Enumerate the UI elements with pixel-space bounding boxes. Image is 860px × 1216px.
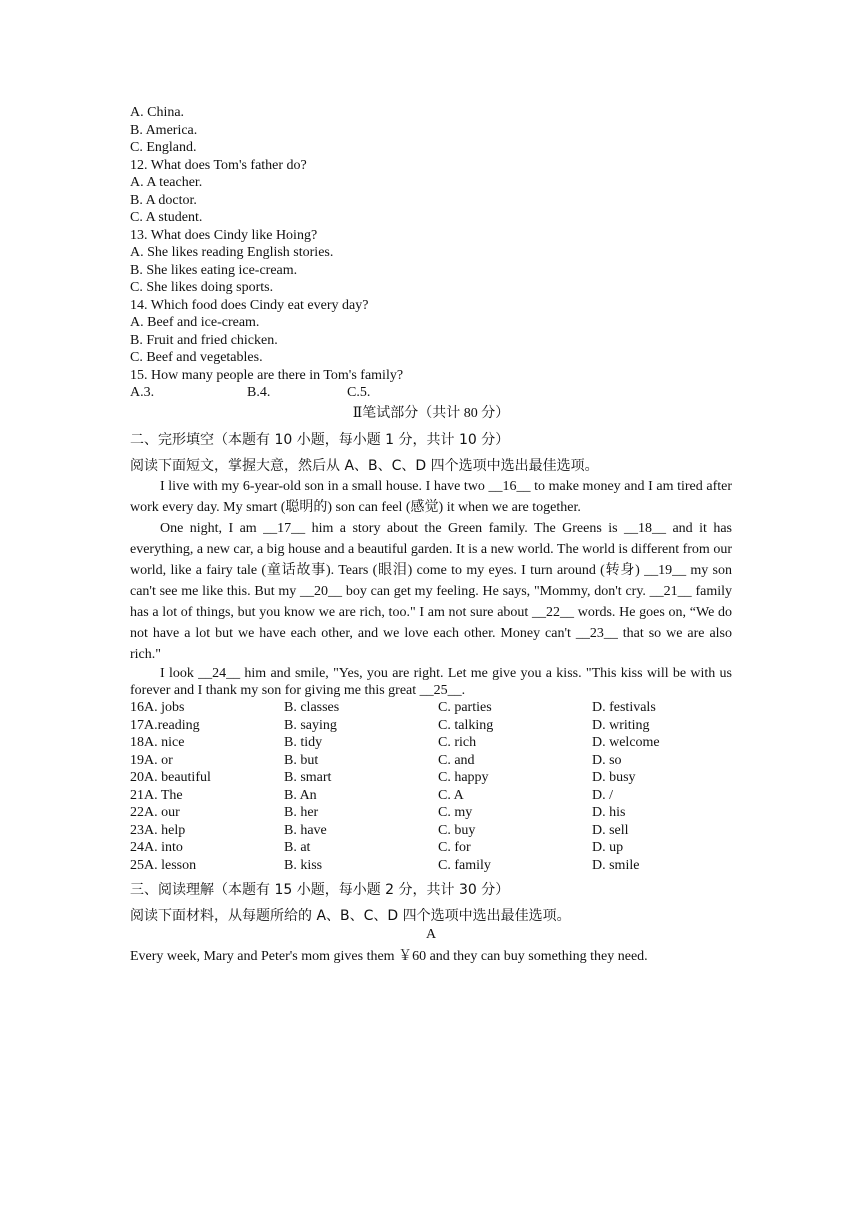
passage-label: A — [425, 927, 437, 943]
option: B. Fruit and fried chicken. — [130, 332, 278, 348]
option: C. England. — [130, 140, 197, 155]
cloze-option: B. classes — [284, 700, 340, 716]
option: A. A teacher. — [130, 175, 203, 190]
option: C. A student. — [130, 210, 203, 225]
cloze-option: 17A.reading — [130, 717, 200, 733]
option: B. America. — [130, 122, 198, 138]
cloze-option: C. A — [438, 787, 464, 803]
question-15 — [130, 367, 732, 402]
cloze-option: D. smile — [592, 857, 640, 873]
cloze-option: 18A. nice — [130, 735, 185, 751]
cloze-option: B. her — [284, 805, 319, 821]
cloze-option: D. busy — [592, 770, 636, 786]
cloze-option: B. kiss — [284, 857, 323, 873]
question-14 — [130, 297, 732, 367]
cloze-option: D. writing — [592, 717, 650, 733]
cloze-option: B. tidy — [284, 735, 323, 751]
cloze-paragraph: I live with my 6-year-old son in a small house. I have two __16__ to make money and I am tired after work every day. My smart (聪明的) son can feel (感觉) it when we are together. — [130, 478, 732, 515]
cloze-option: D. festivals — [592, 700, 656, 716]
question-text: 12. What does Tom's father do? — [130, 157, 307, 173]
cloze-option: D. sell — [592, 822, 629, 838]
cloze-option: 19A. or — [130, 752, 173, 768]
cloze-options — [130, 699, 732, 874]
option: A. China. — [130, 105, 185, 120]
cloze-option: C. buy — [438, 822, 476, 838]
cloze-option: D. up — [592, 840, 624, 856]
cloze-option: B. An — [284, 787, 317, 803]
cloze-option: D. so — [592, 752, 622, 768]
cloze-instruction: 阅读下面短文，掌握大意，然后从 A、B、C、D 四个选项中选出最佳选项。 — [130, 457, 599, 474]
cloze-option: B. saying — [284, 717, 337, 733]
cloze-paragraph: One night, I am __17__ him a story about the Green family. The Greens is __18__ and it has everything, a new car, a big house and a beautiful garden. It is a new world. The world is different from our world, like a fairy tale (童话故事). Tears (眼泪) come to my eyes. I turn around (转身) __19__ my son can't see me like this. But my __20__ boy can get my feeling. He says, "Mommy, don't cry. __21__ family has a lot of things, but you know we are rich, too." I am not sure about __22__ words. He goes on, “We do not have a lot but we have each other, and we love each other. Money can't __23__ that so we are also rich." — [130, 520, 732, 662]
cloze-option: C. for — [438, 840, 471, 856]
reading-instruction: 阅读下面材料，从每题所给的 A、B、C、D 四个选项中选出最佳选项。 — [130, 908, 571, 925]
option: C. She likes doing sports. — [130, 280, 274, 295]
cloze-option: C. my — [438, 805, 473, 821]
cloze-option: 24A. into — [130, 840, 183, 856]
option: B.4. — [247, 385, 271, 400]
option: C.5. — [347, 385, 371, 400]
cloze-option: 20A. beautiful — [130, 770, 211, 786]
cloze-option: 21A. The — [130, 787, 183, 803]
q11-options — [130, 104, 732, 157]
option: B. A doctor. — [130, 192, 197, 208]
cloze-option: B. smart — [284, 770, 332, 786]
cloze-option: C. rich — [438, 735, 477, 751]
question-text: 13. What does Cindy like Hoing? — [130, 227, 318, 243]
cloze-option: B. at — [284, 840, 311, 856]
question-text: 14. Which food does Cindy eat every day? — [130, 297, 369, 313]
cloze-option: C. happy — [438, 770, 489, 786]
cloze-option: 22A. our — [130, 805, 180, 821]
options-row — [130, 384, 732, 402]
cloze-option: C. talking — [438, 717, 494, 733]
passage-first-line: Every week, Mary and Peter's mom gives them ￥60 and they can buy something they need. — [130, 948, 648, 964]
cloze-heading: 二、完形填空（本题有 10 小题，每小题 1 分，共计 10 分） — [130, 431, 510, 448]
option: A.3. — [130, 385, 155, 400]
option: B. She likes eating ice-cream. — [130, 262, 298, 278]
reading-heading: 三、阅读理解（本题有 15 小题，每小题 2 分，共计 30 分） — [130, 882, 510, 899]
cloze-option: B. have — [284, 822, 327, 838]
cloze-option: B. but — [284, 752, 319, 768]
cloze-option: 16A. jobs — [130, 700, 185, 716]
cloze-option: D. / — [592, 787, 613, 803]
question-text: 15. How many people are there in Tom's family? — [130, 367, 404, 383]
cloze-option: C. parties — [438, 700, 492, 716]
cloze-option: C. and — [438, 752, 475, 768]
cloze-option: D. welcome — [592, 735, 660, 751]
cloze-option: C. family — [438, 857, 491, 873]
cloze-paragraph: I look __24__ him and smile, "Yes, you are right. Let me give you a kiss. "This kiss will be with us forever and I thank my son for giving me this great __25__. — [130, 665, 732, 698]
cloze-option: 23A. help — [130, 822, 186, 838]
written-part-title: Ⅱ笔试部分（共计 80 分） — [352, 405, 510, 421]
cloze-option: 25A. lesson — [130, 857, 197, 873]
cloze-option: D. his — [592, 805, 626, 821]
option: A. She likes reading English stories. — [130, 245, 334, 260]
exam-page — [130, 104, 732, 965]
option: A. Beef and ice-cream. — [130, 315, 260, 330]
option: C. Beef and vegetables. — [130, 350, 263, 365]
question-13 — [130, 227, 732, 297]
question-12 — [130, 157, 732, 227]
